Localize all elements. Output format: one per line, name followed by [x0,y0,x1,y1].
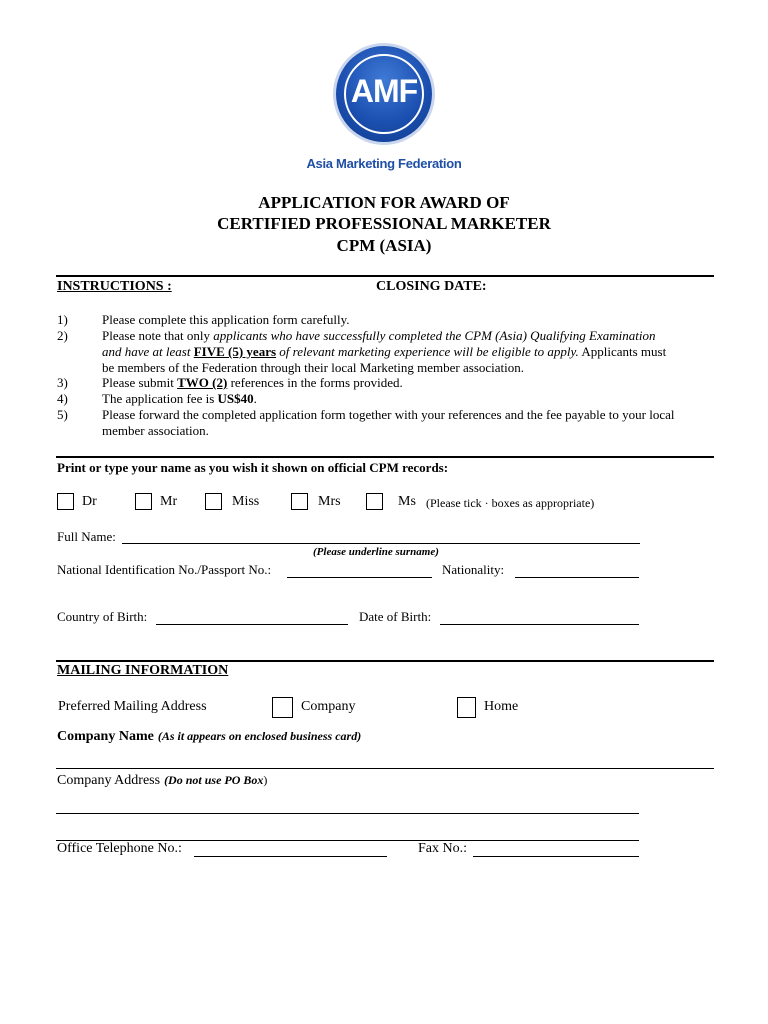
company-address-field-1[interactable] [56,813,639,814]
company-name-row [57,727,361,745]
instruction-5-line-1: Please forward the completed application form together with your references and the fee payable to your local [102,407,675,422]
office-telephone-field[interactable] [194,856,387,857]
instruction-2-italic: applicants who have successfully completed the CPM (Asia) Qualifying Examination [213,328,656,343]
instruction-number: 2) [57,328,68,343]
country-of-birth-field[interactable] [156,624,348,625]
fax-label: Fax No.: [418,841,467,856]
checkbox-mrs[interactable] [291,493,308,510]
tick-note: (Please tick · boxes as appropriate) [426,496,595,510]
instruction-number: 1) [57,312,68,327]
national-id-label: National Identification No./Passport No.: [57,562,272,577]
section-divider [56,660,714,662]
title-label-mrs: Mrs [318,494,341,509]
instruction-3-text [102,375,403,391]
instruction-3-part: Please submit [102,375,174,390]
closing-date-label: CLOSING DATE: [376,279,487,294]
fax-field[interactable] [473,856,639,857]
fee-amount: US$40 [217,391,254,406]
amf-logo [336,46,432,142]
instruction-3-emphasis: TWO (2) [177,375,228,390]
instruction-2-emphasis: FIVE (5) years [193,344,277,359]
nationality-label: Nationality: [442,562,505,577]
company-address-note: (Do not use PO Box [164,773,264,787]
section-divider [56,275,714,277]
title-label-mr: Mr [160,494,178,509]
section-divider [56,456,714,458]
instruction-4-part: . [253,391,257,406]
mailing-heading: MAILING INFORMATION [57,663,229,678]
instruction-4-part: The application fee is [102,391,215,406]
company-name-field[interactable] [56,768,714,769]
instruction-2-text: Please note that only [102,328,210,343]
underline-surname-note: (Please underline surname) [313,546,439,558]
company-name-label: Company Name [57,729,154,744]
title-label-dr: Dr [82,494,97,509]
title-label-ms: Ms [398,494,416,509]
instruction-2-text: Applicants must [581,344,667,359]
logo-caption: Asia Marketing Federation [306,156,462,171]
title-line-2: CERTIFIED PROFESSIONAL MARKETER [217,214,551,233]
national-id-field[interactable] [287,577,432,578]
instruction-1-text: Please complete this application form carefully. [102,312,350,327]
home-option-label: Home [484,699,519,714]
instruction-4-text [102,391,257,407]
date-of-birth-field[interactable] [440,624,639,625]
logo-text: AMF [350,73,418,109]
checkbox-home[interactable] [457,697,476,718]
instruction-number: 5) [57,407,68,422]
checkbox-miss[interactable] [205,493,222,510]
title-line-1: APPLICATION FOR AWARD OF [258,193,510,212]
full-name-field[interactable] [122,543,640,544]
checkbox-dr[interactable] [57,493,74,510]
instruction-number: 4) [57,391,68,406]
instruction-2-line-3: be members of the Federation through their local Marketing member association. [102,360,525,375]
instruction-2-line-2 [102,344,666,360]
company-address-label: Company Address [57,773,161,788]
date-of-birth-label: Date of Birth: [359,609,432,624]
instruction-2-line-1 [102,328,655,344]
instruction-2-italic: of relevant marketing experience will be eligible to apply. [279,344,579,359]
company-option-label: Company [301,699,356,714]
checkbox-company[interactable] [272,697,293,718]
checkbox-mr[interactable] [135,493,152,510]
full-name-label: Full Name: [57,529,116,544]
title-label-miss: Miss [232,494,260,509]
checkbox-ms[interactable] [366,493,383,510]
instruction-number: 3) [57,375,68,390]
instructions-heading: INSTRUCTIONS : [57,279,172,294]
name-section-heading: Print or type your name as you wish it shown on official CPM records: [57,460,449,475]
instruction-2-italic: and have at least [102,344,191,359]
nationality-field[interactable] [515,577,639,578]
preferred-mailing-label: Preferred Mailing Address [58,699,207,714]
instruction-3-part: references in the forms provided. [230,375,403,390]
company-address-row [57,771,267,789]
title-line-3: CPM (ASIA) [336,236,432,255]
company-name-note: (As it appears on enclosed business card) [157,729,362,743]
office-telephone-label: Office Telephone No.: [57,841,182,856]
instruction-5-line-2: member association. [102,423,209,438]
company-address-note-close: ) [263,773,268,787]
country-of-birth-label: Country of Birth: [57,609,148,624]
